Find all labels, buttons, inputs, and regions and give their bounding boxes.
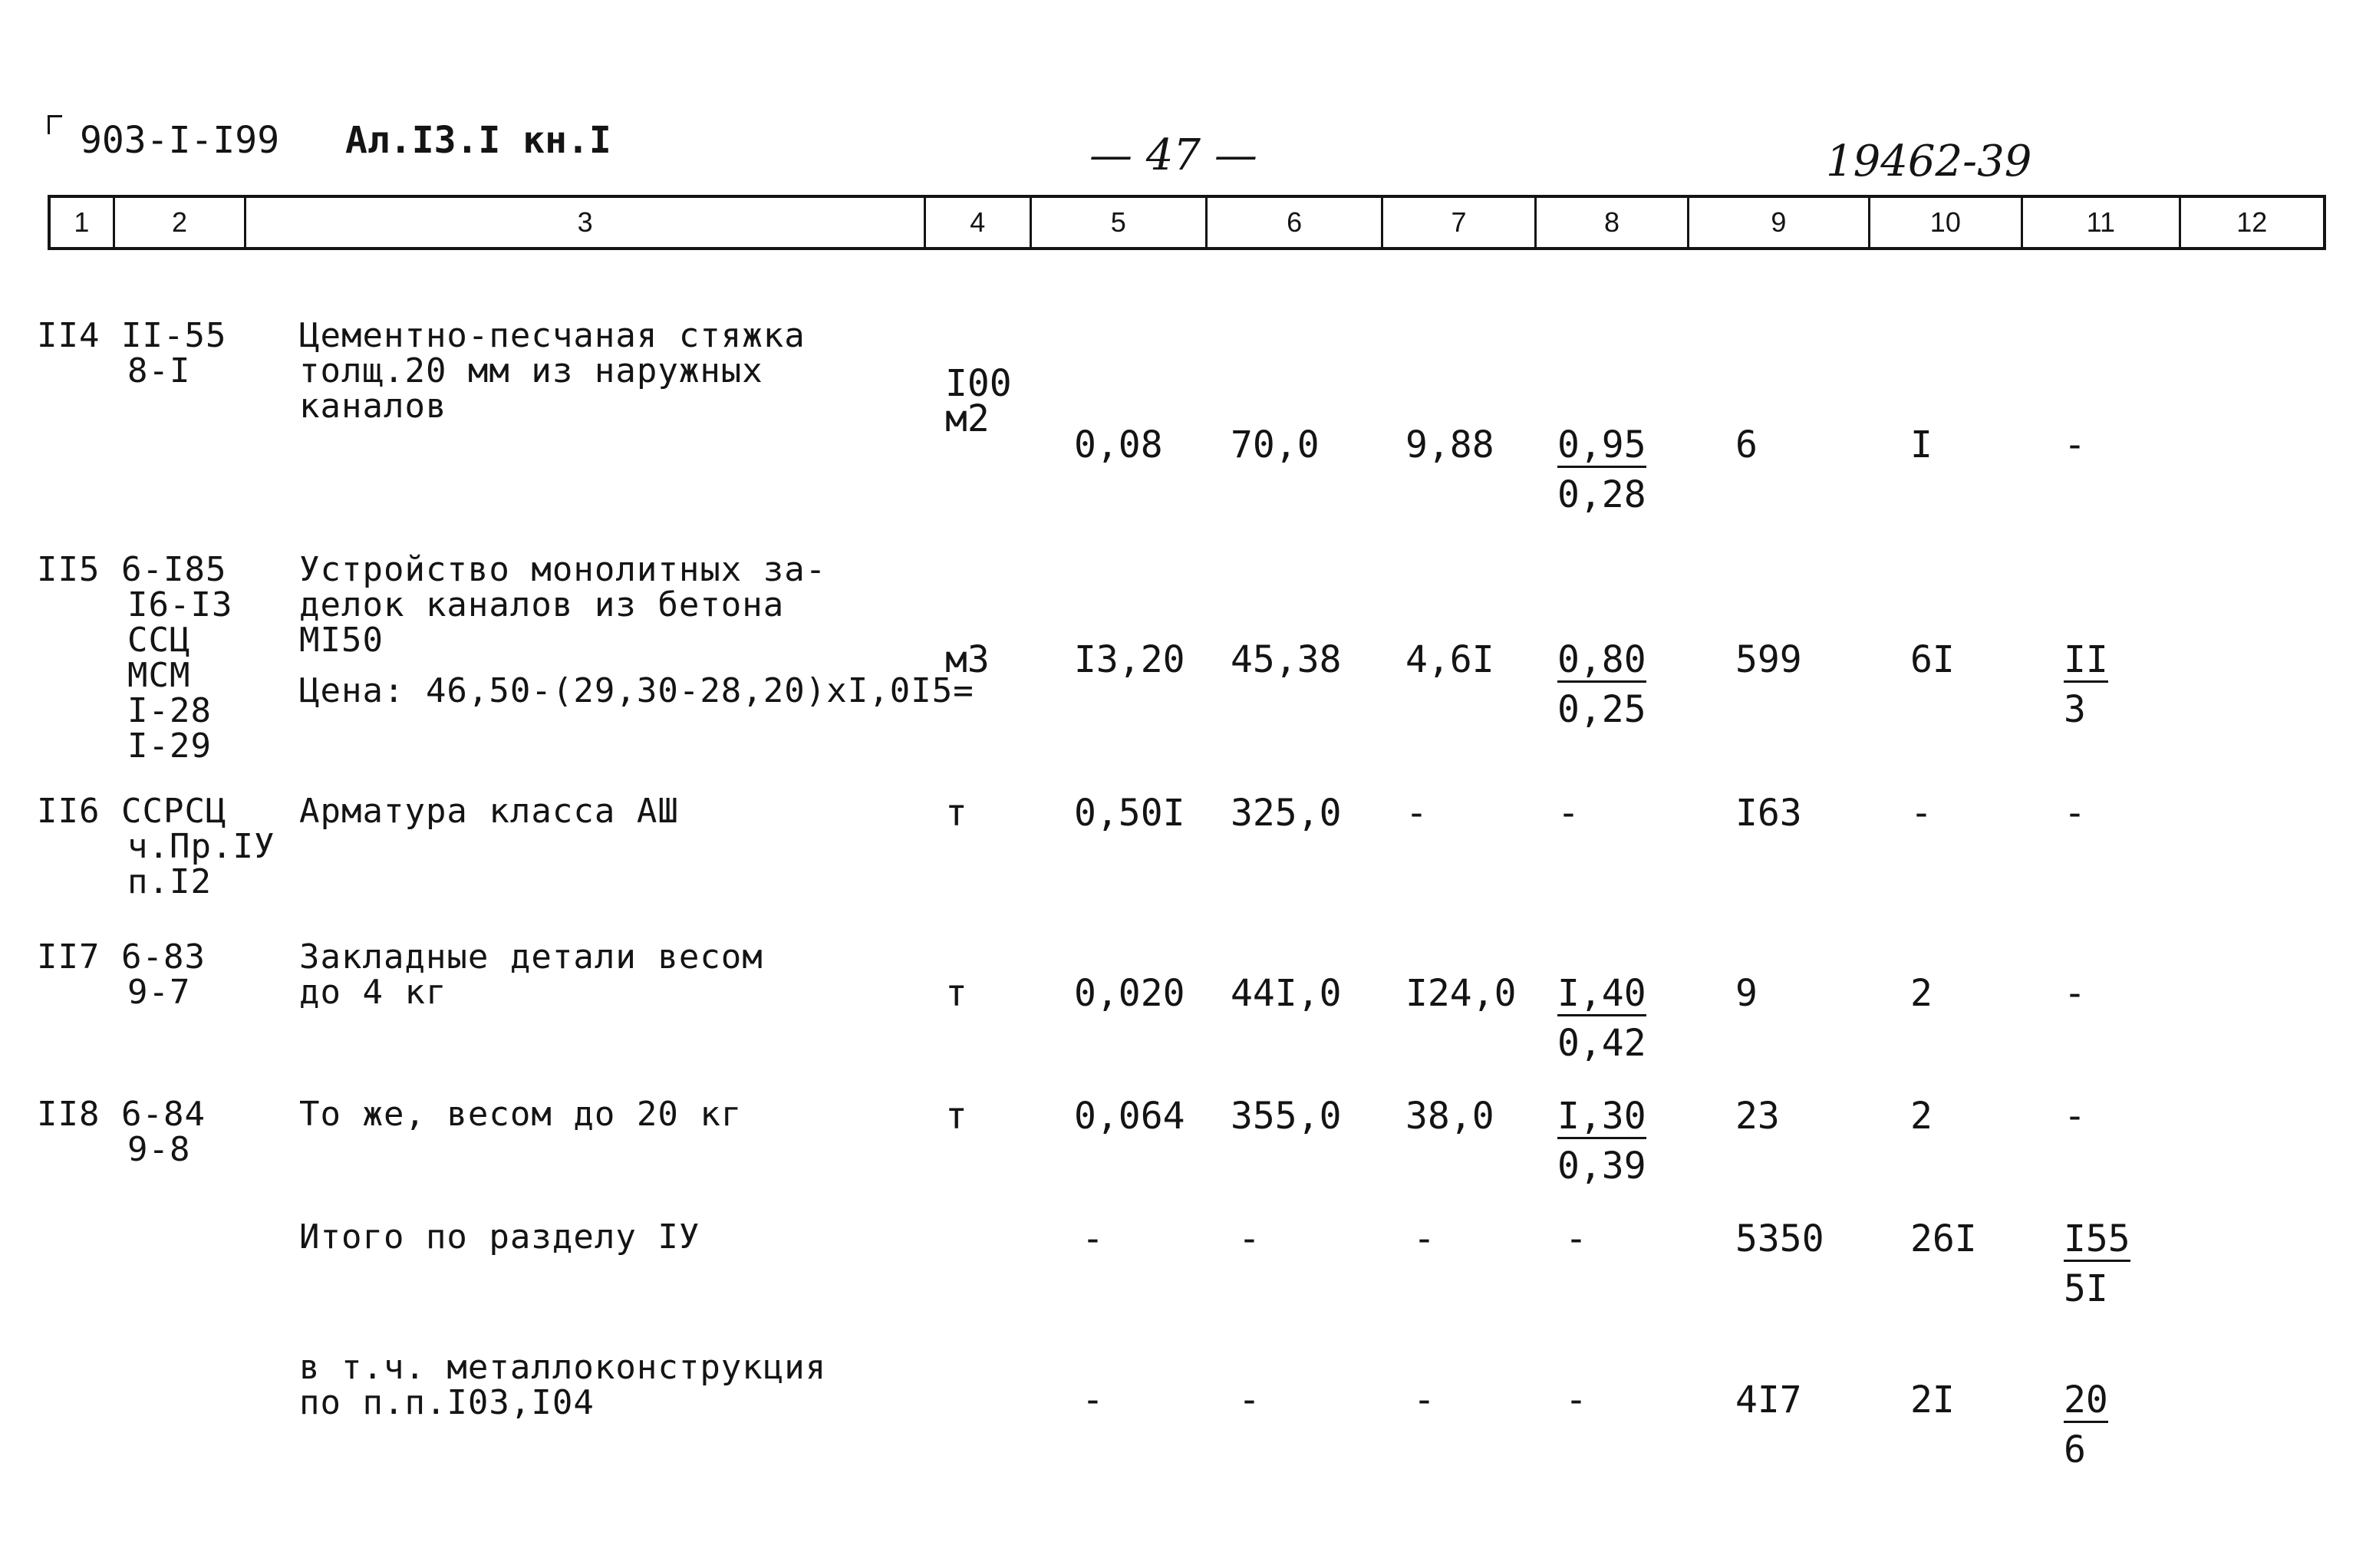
document-number: 903-I-I99 xyxy=(80,119,280,162)
column-number-11: 11 xyxy=(2023,198,2180,247)
row-number: II6 xyxy=(37,792,101,831)
column-number-10: 10 xyxy=(1870,198,2023,247)
total-machine-top: - xyxy=(2064,1095,2086,1138)
total-wage: I xyxy=(1910,423,1933,466)
unit-cost: 355,0 xyxy=(1231,1095,1342,1138)
norm-code-line: ч.Пр.IУ xyxy=(127,827,275,866)
totals-description-line: Итого по разделу IУ xyxy=(299,1217,700,1257)
column-number-strip xyxy=(48,195,2326,250)
total-machine-top: - xyxy=(2064,423,2086,466)
norm-code-line: ССРСЦ xyxy=(121,792,227,831)
machine-cost xyxy=(1557,792,1580,835)
row-number: II5 xyxy=(37,550,101,589)
column-number-1: 1 xyxy=(51,198,115,247)
wage-cost: 4,6I xyxy=(1405,638,1494,681)
norm-code-line: 8-I xyxy=(127,351,191,390)
work-description-line: каналов xyxy=(299,387,447,426)
row-number: II4 xyxy=(37,316,101,355)
machine-cost-top: - xyxy=(1557,792,1580,835)
total-machine-top: 20 xyxy=(2064,1379,2108,1421)
total-wage: 26I xyxy=(1910,1217,1977,1260)
unit: м3 xyxy=(945,638,990,681)
unit-cost: - xyxy=(1238,1379,1260,1421)
norm-code-line: I6-I3 xyxy=(127,585,233,624)
machine-cost xyxy=(1557,423,1646,516)
work-description-line: МI50 xyxy=(299,621,384,660)
norm-code-line: 6-84 xyxy=(121,1095,206,1134)
quantity: 0,064 xyxy=(1074,1095,1185,1138)
norm-code-line: I-28 xyxy=(127,691,212,730)
wage-cost: - xyxy=(1413,1379,1435,1421)
total-machine xyxy=(2064,974,2086,1013)
column-number-5: 5 xyxy=(1032,198,1208,247)
machine-cost xyxy=(1557,1095,1646,1188)
total-cost: 5350 xyxy=(1735,1217,1824,1260)
total-cost: I63 xyxy=(1735,792,1802,835)
column-number-2: 2 xyxy=(115,198,247,247)
norm-code-line: п.I2 xyxy=(127,862,212,901)
document-code: 19462-39 xyxy=(1826,137,2032,186)
wage-cost: - xyxy=(1413,1217,1435,1260)
machine-cost xyxy=(1557,972,1646,1065)
total-machine-bottom: 6 xyxy=(2064,1428,2086,1471)
column-number-8: 8 xyxy=(1537,198,1689,247)
quantity: I3,20 xyxy=(1074,638,1185,681)
wage-cost: 38,0 xyxy=(1405,1095,1494,1138)
quantity: 0,020 xyxy=(1074,972,1185,1015)
total-cost: 23 xyxy=(1735,1095,1780,1138)
column-number-12: 12 xyxy=(2236,206,2268,238)
total-machine xyxy=(2064,1095,2086,1138)
machine-cost-bottom: 0,42 xyxy=(1557,1022,1646,1065)
column-number-9: 9 xyxy=(1689,198,1870,247)
totals-description-line: по п.п.I03,I04 xyxy=(299,1383,595,1422)
unit: т xyxy=(945,972,967,1015)
quantity: - xyxy=(1082,1217,1104,1260)
total-machine-bottom: 3 xyxy=(2064,688,2086,731)
total-wage: 2I xyxy=(1910,1379,1955,1421)
unit-cost: 45,38 xyxy=(1231,638,1342,681)
total-cost: 6 xyxy=(1735,423,1758,466)
total-machine-bottom: 5I xyxy=(2064,1267,2108,1310)
total-machine xyxy=(2064,638,2108,731)
quantity: - xyxy=(1082,1379,1104,1421)
wage-cost: 9,88 xyxy=(1405,423,1494,466)
row-number: II8 xyxy=(37,1095,101,1134)
work-description-line: толщ.20 мм из наружных xyxy=(299,351,763,390)
work-description-line: Цементно-песчаная стяжка xyxy=(299,316,806,355)
quantity: 0,50I xyxy=(1074,792,1185,835)
unit-cost: 70,0 xyxy=(1231,423,1320,466)
total-machine xyxy=(2064,1217,2130,1310)
total-wage: 2 xyxy=(1910,1095,1933,1138)
total-cost: 4I7 xyxy=(1735,1379,1802,1421)
machine-cost-bottom: 0,39 xyxy=(1557,1145,1646,1188)
norm-code-line: I-29 xyxy=(127,726,212,766)
work-description-line: Устройство монолитных за- xyxy=(299,550,827,589)
price-formula: Цена: 46,50-(29,30-28,20)xI,0I5= xyxy=(299,671,974,710)
norm-code-line: МСМ xyxy=(127,656,191,695)
total-wage: 2 xyxy=(1910,972,1933,1015)
totals-description-line: в т.ч. металлоконструкция xyxy=(299,1348,827,1387)
unit: т xyxy=(945,792,967,835)
norm-code-line: 6-83 xyxy=(121,937,206,977)
machine-cost xyxy=(1557,638,1646,731)
unit: т xyxy=(945,1095,967,1138)
machine-cost-bottom: 0,28 xyxy=(1557,473,1646,516)
unit-cost: 44I,0 xyxy=(1231,972,1342,1015)
machine-cost-top: 0,95 xyxy=(1557,423,1646,466)
unit-line: I00 xyxy=(945,362,1012,405)
total-wage: 6I xyxy=(1910,638,1955,681)
work-description-line: Закладные детали весом xyxy=(299,937,763,977)
unit-cost: 325,0 xyxy=(1231,792,1342,835)
total-machine-top: II xyxy=(2064,638,2108,681)
norm-code-line: II-55 xyxy=(121,316,227,355)
machine-cost-top: 0,80 xyxy=(1557,638,1646,681)
machine-cost-top: I,40 xyxy=(1557,972,1646,1015)
work-description-line: Арматура класса АШ xyxy=(299,792,679,831)
machine-cost: - xyxy=(1565,1217,1587,1260)
work-description-line: до 4 кг xyxy=(299,973,447,1012)
machine-cost-top: I,30 xyxy=(1557,1095,1646,1138)
total-wage: - xyxy=(1910,792,1933,835)
wage-cost: I24,0 xyxy=(1405,972,1517,1015)
total-machine xyxy=(2064,792,2086,835)
unit-line: м2 xyxy=(945,397,990,440)
total-cost: 9 xyxy=(1735,972,1758,1015)
column-number-6: 6 xyxy=(1208,198,1383,247)
row-number: II7 xyxy=(37,937,101,977)
total-machine-top: - xyxy=(2064,792,2086,835)
corner-mark xyxy=(48,115,62,134)
total-machine-top: - xyxy=(2064,972,2086,1015)
total-machine-top: I55 xyxy=(2064,1217,2130,1260)
norm-code-line: 6-I85 xyxy=(121,550,227,589)
quantity: 0,08 xyxy=(1074,423,1163,466)
norm-code-line: 9-8 xyxy=(127,1130,191,1169)
machine-cost-bottom: 0,25 xyxy=(1557,688,1646,731)
total-cost: 599 xyxy=(1735,638,1802,681)
column-number-7: 7 xyxy=(1383,198,1536,247)
total-machine xyxy=(2064,1381,2108,1469)
machine-cost: - xyxy=(1565,1379,1587,1421)
unit-cost: - xyxy=(1238,1217,1260,1260)
norm-code-line: ССЦ xyxy=(127,621,191,660)
total-machine xyxy=(2064,423,2086,466)
work-description-line: То же, весом до 20 кг xyxy=(299,1095,743,1134)
wage-cost: - xyxy=(1405,792,1428,835)
album-reference: Ал.I3.I кн.I xyxy=(345,119,611,162)
norm-code-line: 9-7 xyxy=(127,973,191,1012)
page-number: — 47 — xyxy=(1089,130,1257,180)
work-description-line: делок каналов из бетона xyxy=(299,585,785,624)
column-number-3: 3 xyxy=(246,198,926,247)
column-number-4: 4 xyxy=(926,198,1032,247)
